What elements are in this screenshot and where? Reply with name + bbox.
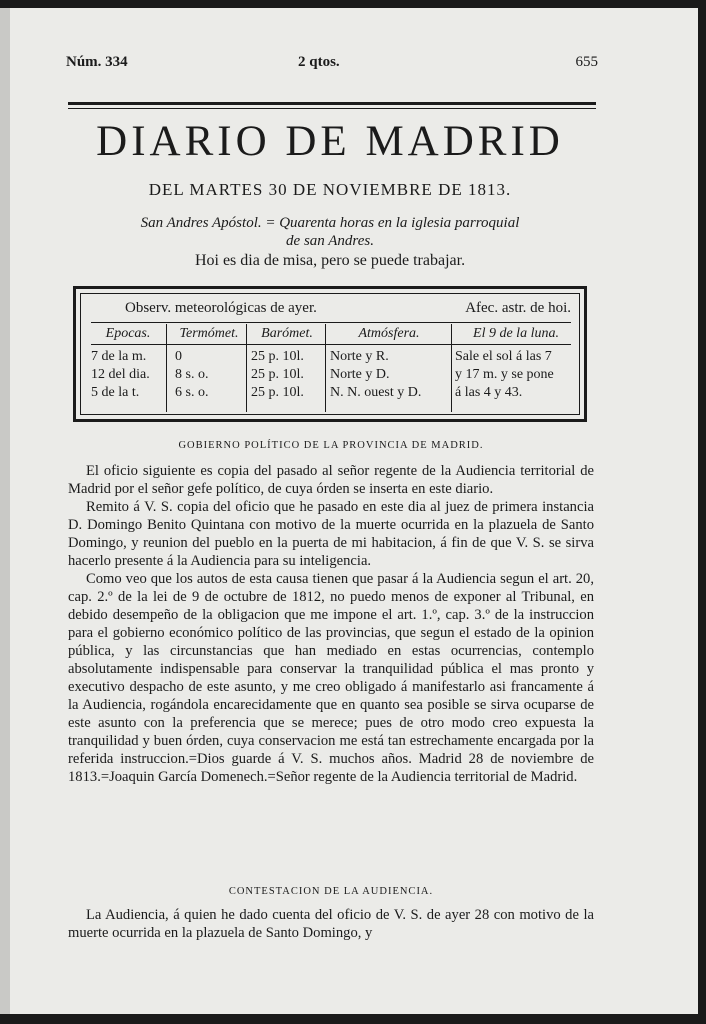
col-barometro (249, 324, 325, 412)
atmosfera-cell: Norte y D. (330, 367, 390, 382)
issue-number: Núm. 334 (66, 54, 128, 70)
col-luna (455, 324, 577, 412)
atmosfera-cell: N. N. ouest y D. (330, 385, 422, 400)
saint-line-1: San Andres Apóstol. = Quarenta horas en la iglesia parroquial (140, 215, 520, 231)
header-rule-thick (68, 102, 596, 105)
col-header: Epocas. (105, 326, 151, 341)
epoca-cell: 12 del dia. (91, 367, 150, 382)
weather-table (73, 286, 587, 422)
astronomy-title: Afec. astr. de hoi. (465, 300, 571, 316)
barometro-cell: 25 p. 10l. (251, 367, 304, 382)
article-body-2 (68, 906, 594, 942)
weather-observations-title: Observ. meteorológicas de ayer. (125, 300, 317, 316)
col-divider (325, 324, 326, 412)
col-atmosfera (328, 324, 450, 412)
col-divider (451, 324, 452, 412)
paragraph: Como veo que los autos de esta causa tienen que pasar á la Audiencia segun el art. 20, cap. 2.º de la lei de 9 de octubre de 1812, no puedo menos de exponer al Tribunal, en debido desempeño de la obligacion que me impone el art. 1.º, cap. 3.º de la instruccion para el gobierno económico político de las provincias, que segun el estado de la opinion pública, y las circunstancias que han mediado en estas ocurrencias, contemplo absolutamente indispensable para conservar la tranquilidad pública el mas pronto y executivo despacho de este asunto, y me creo obligado á manifestarlo asi francamente á la Audiencia, rogándola encarecidamente que en quanto sea posible se sirva ocuparse de este asunto con la preferencia que se merece; pues de otro modo creo expuesta la tranquilidad y buen órden, cuya conservacion me está tan estrechamente encargada por la referida instruccion.=Dios guarde á V. S. muchos años. Madrid 28 de noviembre de 1813.=Joaquin García Domenech.=Señor regente de la Audiencia territorial de Madrid. (68, 571, 594, 785)
section-heading-contestacion: CONTESTACION DE LA AUDIENCIA. (228, 886, 434, 897)
termometro-cell: 6 s. o. (175, 385, 209, 400)
barometro-cell: 25 p. 10l. (251, 349, 304, 364)
col-divider (166, 324, 167, 412)
luna-cell: y 17 m. y se pone (455, 367, 554, 382)
page-number: 655 (575, 54, 598, 70)
dateline: DEL MARTES 30 DE NOVIEMBRE DE 1813. (148, 180, 512, 199)
atmosfera-cell: Norte y R. (330, 349, 389, 364)
paragraph: Remito á V. S. copia del oficio que he pasado en este dia al juez de primera instancia D. Domingo Benito Quintana con motivo de la muerte ocurrida en la plazuela de Santo Domingo, y reunion del pueblo en la puerta de mi habitacion, á fin de que V. S. se sirva hacerlo presente á la Audiencia para su inteligencia. (68, 499, 594, 569)
paragraph: El oficio siguiente es copia del pasado al señor regente de la Audiencia territorial de Madrid por el señor gefe político, de cuya órden se inserta en este diario. (68, 463, 594, 497)
weather-rule-top (91, 322, 571, 323)
col-termometro (171, 324, 247, 412)
luna-cell: Sale el sol á las 7 (455, 349, 552, 364)
col-header: El 9 de la luna. (473, 326, 559, 341)
barometro-cell: 25 p. 10l. (251, 385, 304, 400)
col-header: Barómet. (261, 326, 313, 341)
price-quartos: 2 qtos. (298, 54, 340, 70)
col-divider (246, 324, 247, 412)
newspaper-page (0, 8, 698, 1014)
mass-notice: Hoi es dia de misa, pero se puede trabajar. (194, 252, 466, 269)
epoca-cell: 7 de la m. (91, 349, 147, 364)
header-rule-thin (68, 108, 596, 109)
saint-line-2: de san Andres. (286, 233, 374, 249)
termometro-cell: 0 (175, 349, 182, 364)
page-header (58, 54, 598, 78)
masthead-title: DIARIO DE MADRID (96, 118, 564, 165)
luna-cell: á las 4 y 43. (455, 385, 523, 400)
weather-table-inner (80, 293, 580, 415)
col-header: Atmósfera. (358, 326, 420, 341)
epoca-cell: 5 de la t. (91, 385, 140, 400)
col-epocas (91, 324, 165, 412)
section-heading-gobierno: GOBIERNO POLÍTICO DE LA PROVINCIA DE MADRID. (178, 440, 484, 451)
termometro-cell: 8 s. o. (175, 367, 209, 382)
article-body (68, 462, 594, 786)
col-header: Termómet. (179, 326, 239, 341)
paragraph: La Audiencia, á quien he dado cuenta del oficio de V. S. de ayer 28 con motivo de la muerte ocurrida en la plazuela de Santo Domingo, y (68, 907, 594, 941)
weather-titles (81, 300, 579, 320)
saint-of-day (80, 214, 580, 250)
